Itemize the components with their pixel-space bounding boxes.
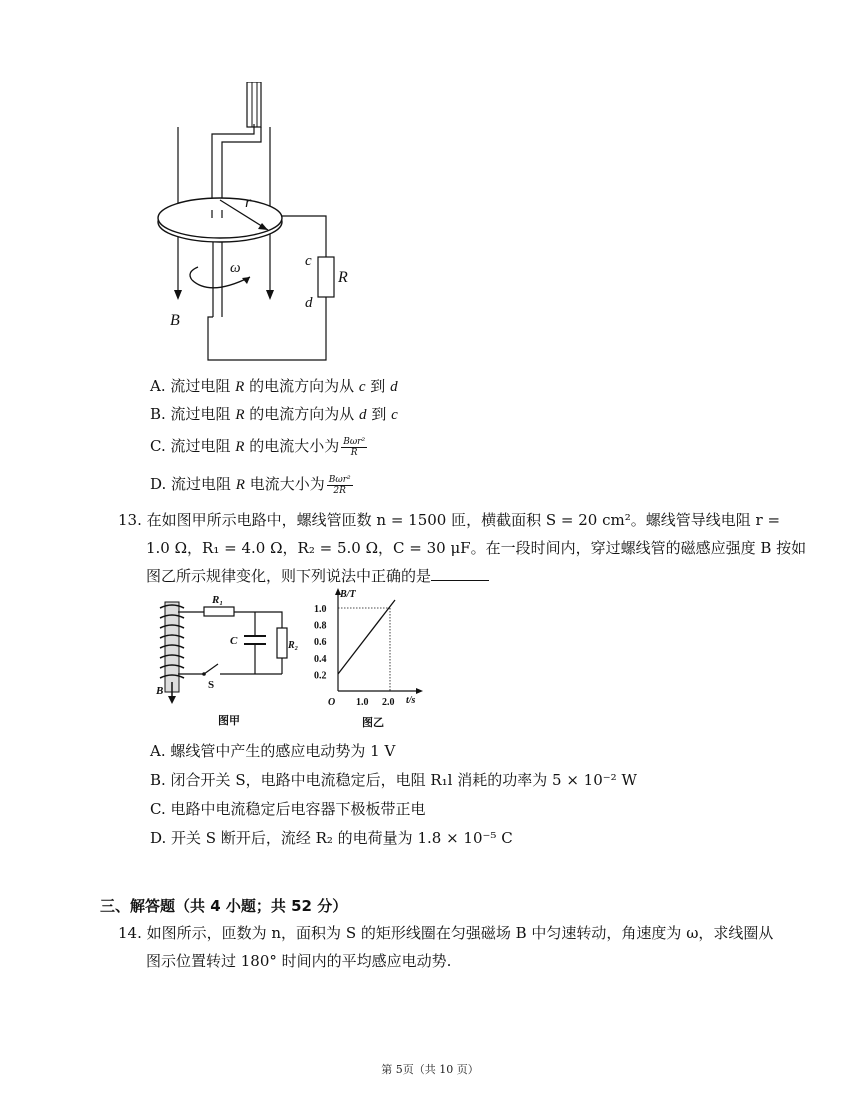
q13-jia-S: S bbox=[208, 679, 215, 691]
section-3-heading: 三、解答题（共 4 小题；共 52 分） bbox=[100, 897, 348, 915]
q12-option-d: D. 流过电阻 R 电流大小为 $\frac{\text{Bωr²}}{2R}$ bbox=[150, 474, 351, 496]
q13-yi-xtick-label: 1.0 bbox=[356, 697, 369, 708]
q13-figure-jia bbox=[148, 588, 298, 728]
q13-yi-yticks bbox=[314, 604, 327, 681]
q12-figure bbox=[150, 82, 350, 367]
q13-yi-line bbox=[338, 600, 395, 674]
q12-option-a: A. 流过电阻 R 的电流方向为从 c 到 d bbox=[150, 377, 398, 395]
q13-jia-R1: R₁ bbox=[212, 594, 224, 606]
q13-option-b: B. 闭合开关 S，电路中电流稳定后，电阻 R₁l 消耗的功率为 5 × 10⁻² W bbox=[150, 771, 637, 789]
q13-figure-yi bbox=[306, 585, 430, 730]
q13-yi-ytick-label: 0.6 bbox=[314, 637, 327, 649]
q13-yi-ytick-label: 0.4 bbox=[314, 653, 327, 665]
q13-answer-blank bbox=[431, 566, 489, 581]
q13-line-3: 图乙所示规律变化，则下列说法中正确的是 bbox=[146, 566, 489, 586]
q13-yi-xlabel: t/s bbox=[406, 695, 416, 706]
q12-option-c: C. 流过电阻 R 的电流大小为 $\frac{\text{Bωr²}}{R}$ bbox=[150, 436, 366, 458]
page-footer: 第 5页（共 10 页） bbox=[381, 1063, 479, 1076]
q13-yi-caption: 图乙 bbox=[362, 717, 384, 729]
q13-jia-B: B bbox=[156, 685, 164, 697]
q12-option-c-fraction: $\frac{\text{Bωr²}}{R}$ bbox=[343, 436, 366, 458]
q13-jia-C: C bbox=[230, 635, 238, 647]
q12-option-d-fraction: $\frac{\text{Bωr²}}{2R}$ bbox=[328, 474, 351, 496]
q13-option-a: A. 螺线管中产生的感应电动势为 1 V bbox=[150, 742, 396, 760]
q13-yi-xtick-label: 2.0 bbox=[382, 697, 395, 708]
q13-yi-ylabel: B/T bbox=[340, 589, 356, 600]
q12-label-B: B bbox=[170, 312, 180, 329]
q13-option-d: D. 开关 S 断开后，流经 R₂ 的电荷量为 1.8 × 10⁻⁵ C bbox=[150, 829, 513, 847]
q13-option-c: C. 电路中电流稳定后电容器下极板带正电 bbox=[150, 800, 426, 818]
q13-yi-origin: O bbox=[328, 697, 336, 708]
q13-yi-ytick-label: 0.2 bbox=[314, 670, 327, 682]
q14-line-2: 图示位置转过 180° 时间内的平均感应电动势. bbox=[146, 952, 452, 970]
q13-yi-ytick-label: 0.8 bbox=[314, 620, 327, 632]
q14-line-1: 14. 如图所示，匝数为 n，面积为 S 的矩形线圈在匀强磁场 B 中匀速转动，角速度为 ω，求线圈从 bbox=[118, 924, 774, 942]
q12-label-R: R bbox=[338, 269, 348, 286]
q12-option-b: B. 流过电阻 R 的电流方向为从 d 到 c bbox=[150, 405, 398, 423]
q13-yi-ytick-label: 1.0 bbox=[314, 604, 327, 615]
q13-line-1: 13. 在如图甲所示电路中，螺线管匝数 n = 1500 匝，横截面积 S = 20 cm²。螺线管导线电阻 r = bbox=[118, 511, 781, 529]
q12-label-r: r bbox=[245, 194, 252, 211]
q13-jia-caption: 图甲 bbox=[218, 715, 240, 727]
q12-label-omega: ω bbox=[230, 260, 241, 276]
q12-label-d: d bbox=[305, 295, 313, 311]
q12-label-c: c bbox=[305, 253, 312, 269]
q13-jia-R2: R₂ bbox=[288, 640, 298, 651]
q13-line-2: 1.0 Ω，R₁ = 4.0 Ω，R₂ = 5.0 Ω，C = 30 μF。在一段时间内，穿过螺线管的磁感应强度 B 按如 bbox=[146, 539, 807, 557]
q13-yi-xticks bbox=[356, 697, 395, 708]
